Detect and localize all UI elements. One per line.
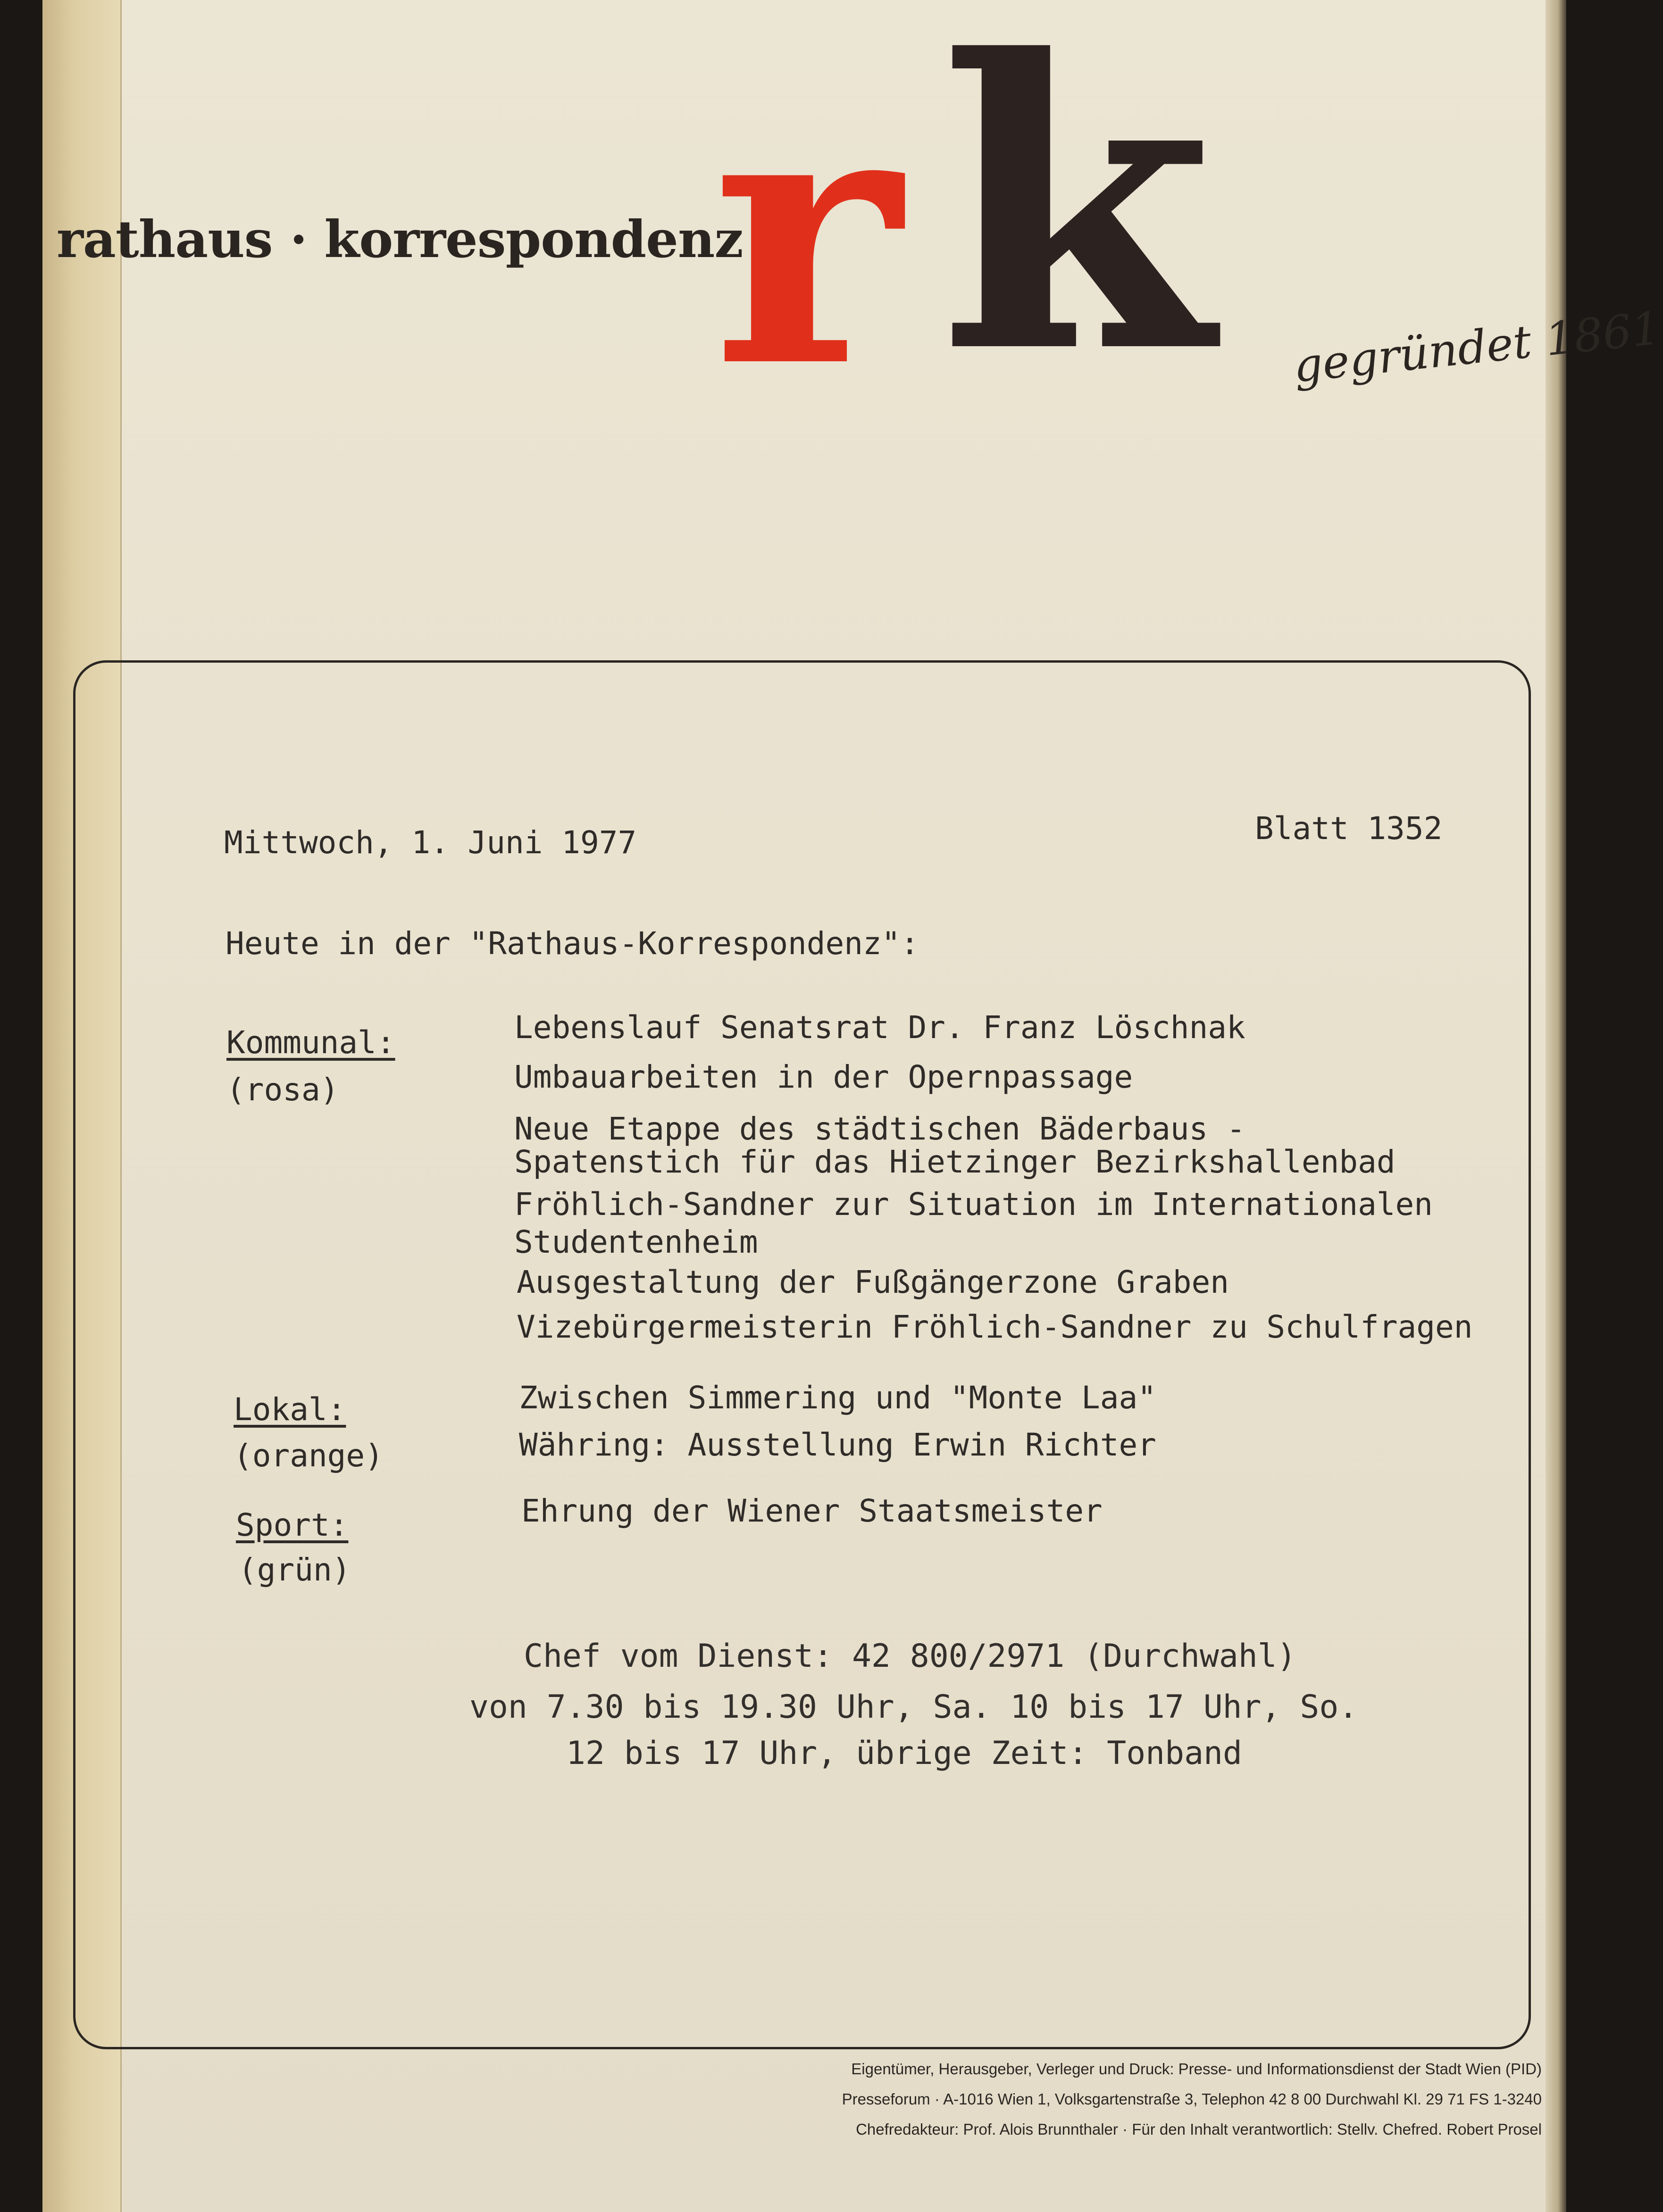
- list-item: Zwischen Simmering und "Monte Laa": [519, 1380, 1157, 1416]
- issue-date: Mittwoch, 1. Juni 1977: [224, 824, 637, 861]
- contact-line-3: 12 bis 17 Uhr, übrige Zeit: Tonband: [566, 1735, 1242, 1772]
- contact-line-1: Chef vom Dienst: 42 800/2971 (Durchwahl): [524, 1638, 1296, 1675]
- list-item: Studentenheim: [514, 1224, 758, 1260]
- section-label-kommunal: Kommunal:: [226, 1024, 395, 1061]
- list-item: Vizebürgermeisterin Fröhlich-Sandner zu Schulfragen: [517, 1309, 1473, 1345]
- imprint-line-3: Chefredakteur: Prof. Alois Brunnthaler · Für den Inhalt verantwortlich: Stellv. Chefred. Robert Prosel: [856, 2121, 1542, 2138]
- masthead-title: rathaus · korrespondenz: [57, 210, 743, 269]
- section-color-lokal: (orange): [234, 1438, 384, 1474]
- imprint-line-2: Presseforum · A-1016 Wien 1, Volksgartenstraße 3, Telephon 42 8 00 Durchwahl Kl. 29 71 FS 1-3240: [842, 2090, 1542, 2108]
- section-color-kommunal: (rosa): [226, 1072, 339, 1108]
- list-item: Neue Etappe des städtischen Bäderbaus -: [514, 1111, 1245, 1147]
- list-item: Lebenslauf Senatsrat Dr. Franz Löschnak: [514, 1009, 1245, 1046]
- logo-letter-k: k: [939, 0, 1214, 440]
- section-label-lokal: Lokal:: [234, 1391, 346, 1428]
- list-item: Spatenstich für das Hietzinger Bezirkshallenbad: [514, 1144, 1396, 1180]
- list-item: Ehrung der Wiener Staatsmeister: [521, 1493, 1103, 1529]
- contact-line-2: von 7.30 bis 19.30 Uhr, Sa. 10 bis 17 Uhr, So.: [469, 1688, 1358, 1726]
- sheet-number: Blatt 1352: [1255, 810, 1443, 847]
- list-item: Fröhlich-Sandner zur Situation im Internationalen: [514, 1186, 1433, 1222]
- founded-note: gegründet 1861: [1291, 301, 1663, 393]
- logo-letter-r: r: [712, 25, 902, 446]
- content-frame: [73, 660, 1531, 2049]
- section-color-sport: (grün): [238, 1552, 351, 1588]
- list-item: Umbauarbeiten in der Opernpassage: [514, 1059, 1133, 1095]
- imprint-line-1: Eigentümer, Herausgeber, Verleger und Druck: Presse- und Informationsdienst der Stadt Wien (PID): [851, 2060, 1542, 2078]
- contents-intro: Heute in der "Rathaus-Korrespondenz":: [226, 925, 919, 962]
- list-item: Ausgestaltung der Fußgängerzone Graben: [517, 1264, 1229, 1300]
- list-item: Währing: Ausstellung Erwin Richter: [519, 1427, 1157, 1463]
- section-label-sport: Sport:: [236, 1507, 349, 1543]
